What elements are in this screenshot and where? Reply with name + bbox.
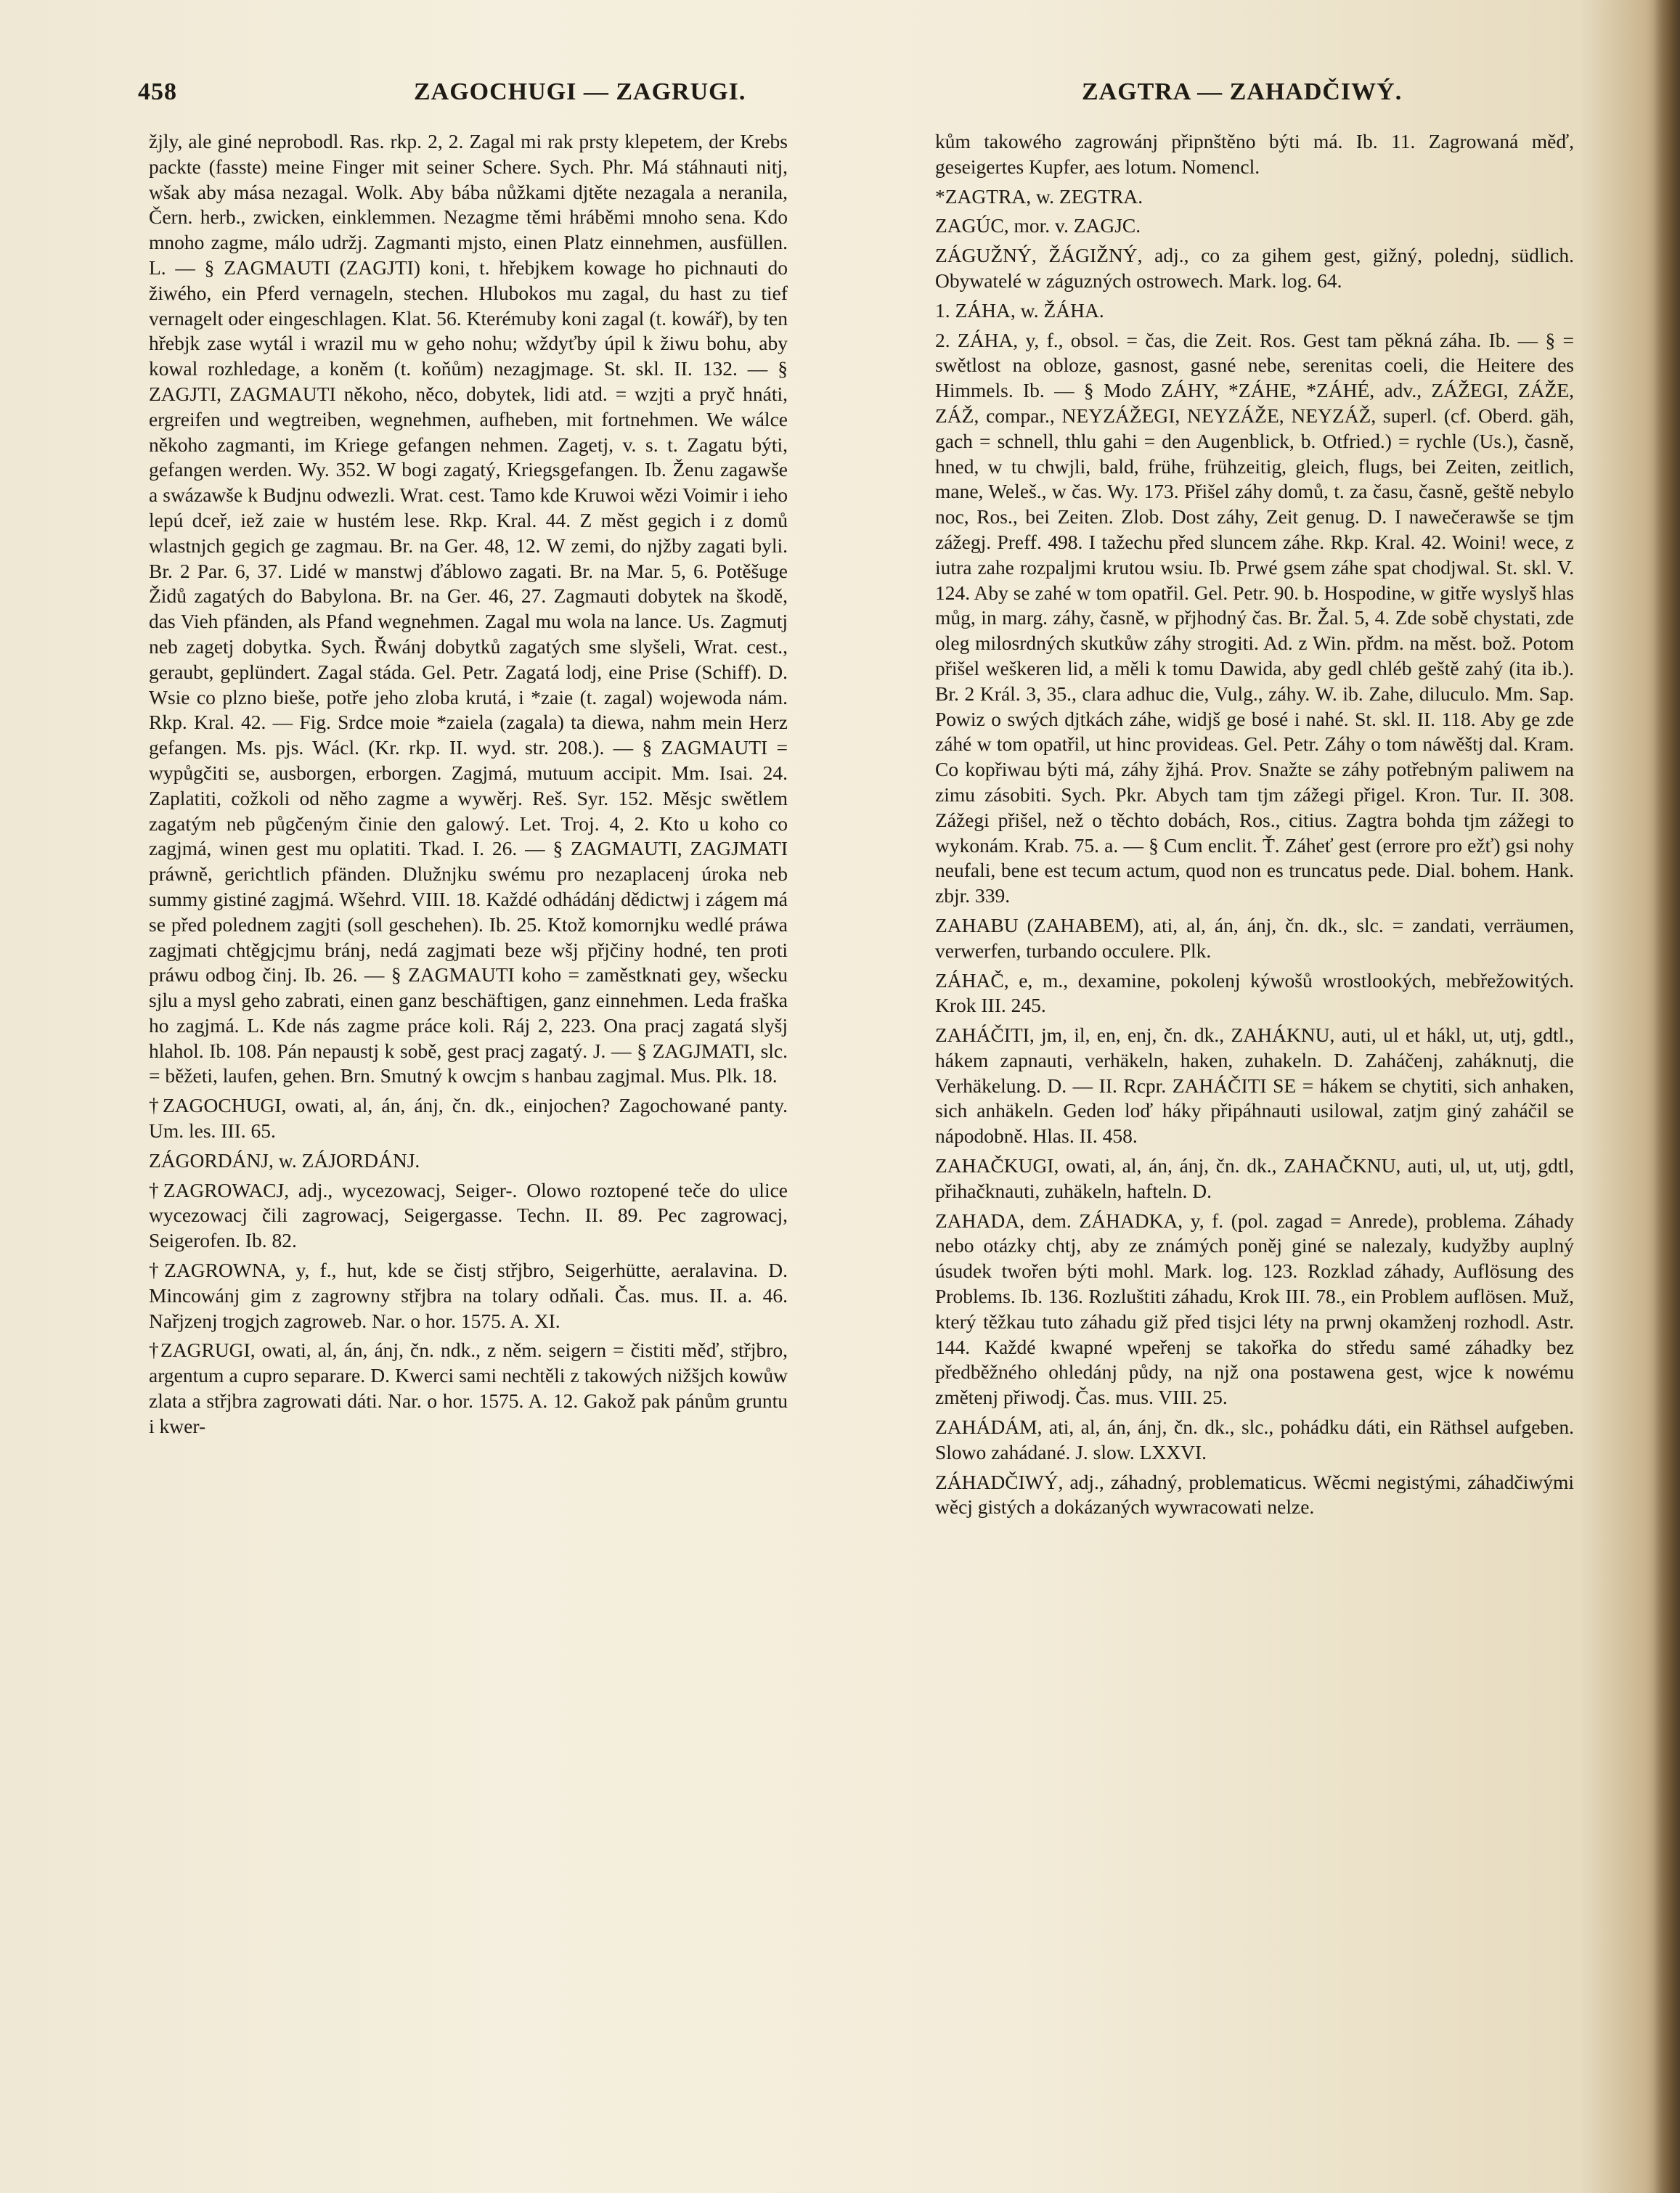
right-running-title: ZAGTRA — ZAHADČIWÝ.	[1082, 78, 1403, 105]
entry-zaguzny: ZÁGUŽNÝ, ŽÁGIŽNÝ, adj., co za gihem gest, gižný, polednj, südlich. Obywatelé w záguzných ostrowech. Mark. log. 64.	[935, 244, 1574, 292]
entry-zahabu: ZAHABU (ZAHABEM), ati, al, án, ánj, čn. dk., slc. = zandati, verräumen, verwerfen, turbando occulere. Plk.	[935, 913, 1574, 962]
entry-zagrugi-continued: kům takowého zagrowánj připnštěno býti má. Ib. 11. Zagrowaná měď, geseigertes Kupfer, aes lotum. Nomencl.	[935, 130, 1574, 178]
right-column	[935, 129, 1574, 1524]
left-column	[149, 129, 788, 1444]
entry-zagmauti-continued: žjly, ale giné neprobodl. Ras. rkp. 2, 2. Zagal mi rak prsty klepetem, der Krebs packte (fasste) meine Finger mit seiner Schere. Sych. Phr. Má stáhnauti nitj, wšak aby mása nezagal. Wolk. Aby bába nůžkami djtěte nezagala a neranila, Čern. herb., zwicken, einklemmen. Nezagme těmi hráběmi mnoho sena. Kdo mnoho zagme, málo udržj. Zagmanti mjsto, einen Platz einnehmen, ausfüllen. L. — § ZAGMAUTI (ZAGJTI) koni, t. hřebjkem kowage ho pichnauti do žiwého, ein Pferd vernageln, stechen. Hlubokos mu zagal, du hast zu tief vernagelt oder eingeschlagen. Klat. 56. Kterémuby koni zagal (t. kowář), by ten hřebjk zase wytál i wrazil mu w geho nohu; wždyťby úpil k žiwu bohu, aby kowal rozhledage, a koněm (t. koňům) nezagjmage. St. skl. II. 132. — § ZAGJTI, ZAGMAUTI někoho, něco, dobytek, lidi atd. = wzjti a pryč hnáti, ergreifen und wegtreiben, wegnehmen, aufheben, mit fortnehmen. We wálce někoho zagmanti, im Kriege gefangen nehmen. Zagetj, v. s. t. Zagatu býti, gefangen werden. Wy. 352. W bogi zagatý, Kriegsgefangen. Ib. Ženu zagawše a swázawše k Budjnu odwezli. Wrat. cest. Tamo kde Kruwoi wězi Voimir i ieho lepú dceř, iež zaie w hustém lese. Rkp. Kral. 44. Z měst gegich i z domů wlastnjch gegich ge zagmau. Br. na Ger. 48, 12. W zemi, do njžby zagati byli. Br. 2 Par. 6, 37. Lidé w manstwj ďáblowo zagati. Br. na Mar. 5, 6. Potěšuge Židů zagatých do Babylona. Br. na Ger. 46, 27. Zagmauti dobytek na škodě, das Vieh pfänden, als Pfand wegnehmen. Zagal mu wola na lance. Us. Zagmutj neb zagetj dobytka. Sych. Řwánj dobytků zagatých sme slyšeli, Wrat. cest., geraubt, geplündert. Zagal stáda. Gel. Petr. Zagatá lodj, eine Prise (Schiff). D. Wsie co plzno bieše, potře jeho zloba krutá, i *zaie (t. zagal) wojewoda nám. Rkp. Kral. 42. — Fig. Srdce moie *zaiela (zagala) ta diewa, nahm mein Herz gefangen. Ms. pjs. Wácl. (Kr. rkp. II. wyd. str. 208.). — § ZAGMAUTI = wypůgčiti se, ausborgen, erborgen. Zagjmá, mutuum accipit. Mm. Isai. 24. Zaplatiti, cožkoli od něho zagme a wywěrj. Reš. Syr. 152. Měsjc swětlem zagatým neb půgčeným činie den galowý. Let. Troj. 4, 2. Kto u koho co zagjmá, winen gest mu oplatiti. Tkad. I. 26. — § ZAGMAUTI, ZAGJMATI práwně, gerichtlich pfänden. Dlužnjku swému pro nezaplacenj úroka neb summy gistiné zagjmá. Wšehrd. VIII. 18. Každé odhádánj dědictwj i zágem má se před polednem zagjti (soll geschehen). Ib. 25. Ktož komornjku wedlé práwa zagjmati chtěgjcjmu bránj, nedá zagjmati beze wšj přjčiny hodné, ten proti práwu odbog činj. Ib. 26. — § ZAGMAUTI koho = zaměstknati gey, wšecku sjlu a mysl geho zabrati, einen ganz beschäftigen, ganz einnehmen. Leda fraška ho zagjmá. L. Kde nás zagme práce koli. Ráj 2, 223. Ona pracj zagatá slyšj hlahol. Ib. 108. Pán nepaustj k sobě, gest pracj zagatý. J. — § ZAGJMATI, slc. = běžeti, laufen, gehen. Brn. Smutný k owcjm s hanbau zagjmal. Mus. Plk. 18.	[149, 130, 788, 1087]
running-header	[138, 78, 1459, 122]
entry-zahadciwy: ZÁHADČIWÝ, adj., záhadný, problematicus. Wěcmi negistými, záhadčiwými wěcj gistých a dokázaných wywracowati nelze.	[935, 1470, 1574, 1519]
entry-zagtra: *ZAGTRA, w. ZEGTRA.	[935, 184, 1143, 208]
entry-zagochugi: †ZAGOCHUGI, owati, al, án, ánj, čn. dk., einjochen? Zagochowané panty. Um. les. III. 65.	[149, 1094, 788, 1143]
entry-zahackugi: ZAHAČKUGI, owati, al, án, ánj, čn. dk., ZAHAČKNU, auti, ul, ut, utj, gdtl, přihačknauti, zuhäkeln, hafteln. D.	[935, 1154, 1574, 1202]
page-number: 458	[138, 78, 177, 105]
entry-zaha-2: 2. ZÁHA, y, f., obsol. = čas, die Zeit. Ros. Gest tam pěkná záha. Ib. — § = swětlost na obloze, gasnost, gasné nebe, serenitas coeli, die Heitere des Himmels. Ib. — § Modo ZÁHY, *ZÁHE, *ZÁHÉ, adv., ZÁŽEGI, ZÁŽE, ZÁŽ, compar., NEYZÁŽEGI, NEYZÁŽE, NEYZÁŽ, superl. (cf. Oberd. gäh, gach = schnell, thlu gahi = den Augenblick, b. Otfried.) = rychle (Us.), časně, hned, w tu chwjli, bald, frühe, frühzeitig, gleich, flugs, bei Zeiten, zeitlich, mane, Weleš., w čas. Wy. 173. Přišel záhy domů, t. za času, časně, geště nebylo noc, Ros., bei Zeiten. Zlob. Dost záhy, Zeit genug. D. I nawečerawše se tjm zážegj. Preff. 498. I tažechu před sluncem záhe. Rkp. Kral. 42. Woini! wece, z iutra zahe rozpaljmi krutou wsiu. Ib. Prwé gsem záhe spat chodjwal. St. skl. V. 124. Aby se zahé w tom opatřil. Gel. Petr. 90. b. Hospodine, w gitře wyslyš hlas můg, in marg. záhy, časně, w přjhodný čas. Br. Žal. 5, 4. Zde sobě chystati, zde oleg milosrdných skutkůw záhy strogiti. Ad. z Win. přdm. na měst. bož. Potom přišel weškeren lid, a měli k tomu Dawida, aby gedl chléb geště zahý (ita ib.). Br. 2 Král. 3, 35., clara adhuc die, Vulg., záhy. W. ib. Zahe, diluculo. Mm. Sap. Powiz o swých djtkách záhe, widjš ge bosé i nahé. St. skl. II. 118. Aby ge zde záhé w tom opatřil, ut hinc provideas. Gel. Petr. Záhy o tom náwěštj dal. Kram. Co kopřiwau býti má, záhy žjhá. Prov. Snažte se záhy potřebným paliwem na zimu zásobiti. Sych. Pkr. Abych tam tjm zážegi přigel. Kron. Tur. II. 308. Zážegi přišel, než o těchto dobách, Ros., citius. Zagtra bohda tjm zážegi to wykonám. Krab. 75. a. — § Cum enclit. Ť. Záheť gest (errore pro ežť) gsi nohy neufali, bene est tecum actum, quod non es truncatus pede. Dial. bohem. Hank. zbjr. 339.	[935, 328, 1574, 907]
entry-zagrowacj: †ZAGROWACJ, adj., wycezowacj, Seiger-. Olowo roztopené teče do ulice wycezowacj čili zagrowacj, Seigergasse. Techn. II. 89. Pec zagrowacj, Seigerofen. Ib. 82.	[149, 1178, 788, 1252]
entry-zahada: ZAHADA, dem. ZÁHADKA, y, f. (pol. zagad = Anrede), problema. Záhady nebo otázky chtj, aby ze známých poněj giné se nalezaly, kudyžby auplný úsudek twořen býti mohl. Mark. log. 123. Rozklad záhady, Auflösung des Problems. Ib. 136. Rozluštiti záhadu, Krok III. 78., ein Problem auflösen. Muž, který těžkau tuto záhadu giž před tisjci léty na prwnj okamženj rozhodl. Astr. 144. Každé kwapné wpeřenj se takořka do středu samé záhadky bez předběžného ohledánj půdy, na njž ona postawena gest, wjce k nowému změtenj přiwodj. Čas. mus. VIII. 25.	[935, 1209, 1574, 1409]
entry-zagrugi: †ZAGRUGI, owati, al, án, ánj, čn. ndk., z něm. seigern = čistiti měď, střjbro, argentum a cupro separare. D. Kwerci sami nechtěli z takowých nižšjch kowůw zlata a střjbra zagrowati dáti. Nar. o hor. 1575. A. 12. Gakož pak pánům gruntu i kwer-	[149, 1339, 788, 1437]
entry-zaguc: ZAGÚC, mor. v. ZAGJC.	[935, 214, 1141, 237]
entry-zagordanj: ZÁGORDÁNJ, w. ZÁJORDÁNJ.	[149, 1148, 420, 1172]
entry-zahac: ZÁHAČ, e, m., dexamine, pokolenj kýwošů wrostlookých, mebřežowitých. Krok III. 245.	[935, 968, 1574, 1017]
entry-zahaciti: ZAHÁČITI, jm, il, en, enj, čn. dk., ZAHÁKNU, auti, ul et hákl, ut, utj, gdtl., hákem zapnauti, verhäkeln, haken, zuhakeln. D. Zaháčenj, zaháknutj, die Verhäkelung. D. — II. Rcpr. ZAHÁČITI SE = hákem se chytiti, sich anhaken, sich anhäkeln. Geden loď háky připáhnauti usilowal, zatjm giný zaháčil se nápodobně. Hlas. II. 458.	[935, 1024, 1574, 1148]
entry-zagrowna: †ZAGROWNA, y, f., hut, kde se čistj střjbro, Seigerhütte, aeralavina. D. Mincowánj gim z zagrowny střjbra na tolary odňali. Čas. mus. II. a. 46. Nařjzenj trogjch zagroweb. Nar. o hor. 1575. A. XI.	[149, 1259, 788, 1332]
left-running-title: ZAGOCHUGI — ZAGRUGI.	[414, 78, 746, 105]
entry-zahadam: ZAHÁDÁM, ati, al, án, ánj, čn. dk., slc., pohádku dáti, ein Räthsel aufgeben. Slowo zahádané. J. slow. LXXVI.	[935, 1416, 1574, 1463]
entry-zaha-1: 1. ZÁHA, w. ŽÁHA.	[935, 298, 1104, 322]
page-edge-shadow	[1654, 0, 1680, 2193]
